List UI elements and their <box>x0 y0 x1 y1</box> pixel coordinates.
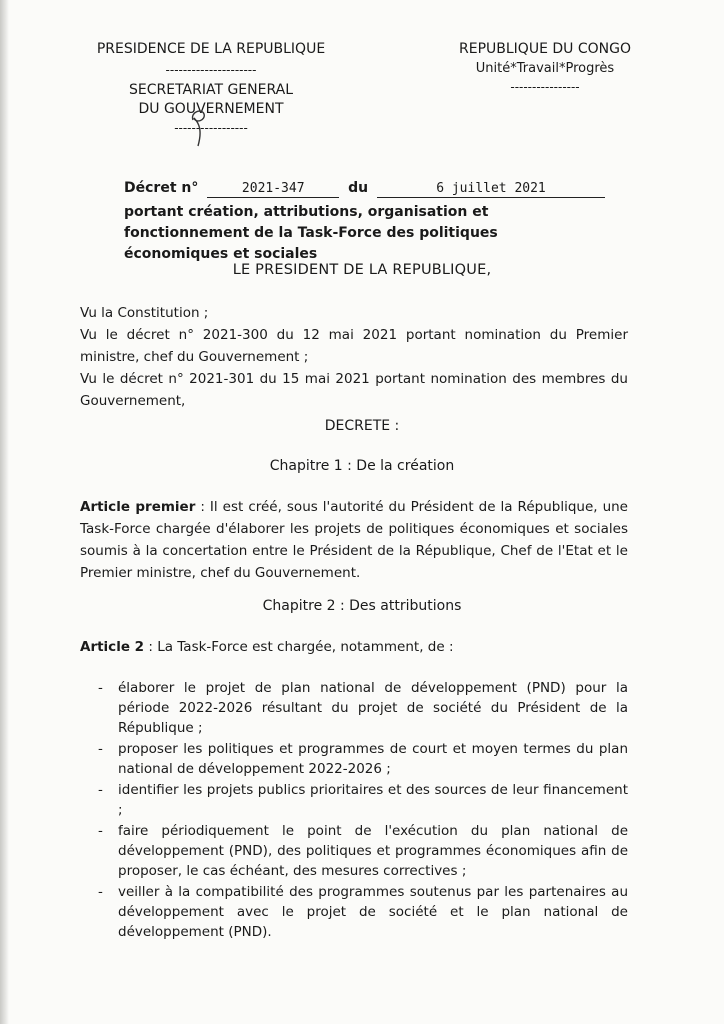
president-heading: LE PRESIDENT DE LA REPUBLIQUE, <box>232 262 492 278</box>
visa-government: Vu le décret n° 2021-301 du 15 mai 2021 portant nomination des membres du Gouvernement, <box>80 371 628 409</box>
visa-prime-minister: Vu le décret n° 2021-300 du 12 mai 2021 portant nomination du Premier ministre, chef du Gouvernement ; <box>80 327 628 365</box>
government-title: DU GOUVERNEMENT <box>138 101 284 117</box>
attributions-list <box>96 678 628 943</box>
republic-title: REPUBLIQUE DU CONGO <box>459 41 631 57</box>
chapter-1-title: Chapitre 1 : De la création <box>269 458 455 474</box>
list-item: - veiller à la compatibilité des programmes soutenus par les partenaires au développement avec le projet de société et le plan national de développement (PND). <box>96 882 628 942</box>
national-motto: Unité*Travail*Progrès <box>475 61 615 76</box>
article-2-label: Article 2 <box>80 639 145 655</box>
visas <box>80 302 628 412</box>
article-premier <box>80 496 628 584</box>
article-premier-text: : Il est créé, sous l'autorité du Président de la République, une Task-Force chargée d'élaborer les projets de politiques économiques et sociales soumis à la concertation entre le Président de la République, Chef de l'Etat et le Premier ministre, chef du Gouvernement. <box>80 499 628 581</box>
header-left-dashes-1: --------------------- <box>165 63 257 77</box>
article-2-text: : La Task-Force est chargée, notamment, de : <box>144 639 454 655</box>
decrete-heading: DECRETE : <box>324 418 400 434</box>
scan-edge <box>0 0 9 1024</box>
header-left-dashes-2: ----------------- <box>174 121 248 135</box>
header-right <box>440 40 650 94</box>
secretariat-title: SECRETARIAT GENERAL <box>128 82 294 98</box>
list-item: - élaborer le projet de plan national de développement (PND) pour la période 2022-2026 résultant du projet de société du Président de la République ; <box>96 678 628 738</box>
decree-reference <box>124 180 605 198</box>
decree-number: 2021-347 <box>207 181 339 198</box>
article-premier-label: Article premier <box>80 499 196 515</box>
handwritten-initials <box>184 102 214 148</box>
list-item: - faire périodiquement le point de l'exécution du plan national de développement (PND), des politiques et programmes économiques afin de proposer, le cas échéant, des mesures correctives ; <box>96 821 628 881</box>
decree-subtitle: portant création, attributions, organisation et fonctionnement de la Task-Force des politiques économiques et sociales <box>124 204 498 262</box>
list-item: - proposer les politiques et programmes de court et moyen termes du plan national de développement 2022-2026 ; <box>96 739 628 779</box>
header-right-dashes: ---------------- <box>510 80 580 94</box>
article-2 <box>80 636 628 658</box>
decree-date: 6 juillet 2021 <box>377 181 605 198</box>
presidency-title: PRESIDENCE DE LA REPUBLIQUE <box>96 41 326 57</box>
visa-constitution: Vu la Constitution ; <box>80 305 209 321</box>
chapter-2-title: Chapitre 2 : Des attributions <box>262 598 462 614</box>
decree-du-label: du <box>348 180 369 196</box>
list-item: - identifier les projets publics prioritaires et des sources de leur financement ; <box>96 780 628 820</box>
decree-label: Décret n° <box>124 180 199 196</box>
